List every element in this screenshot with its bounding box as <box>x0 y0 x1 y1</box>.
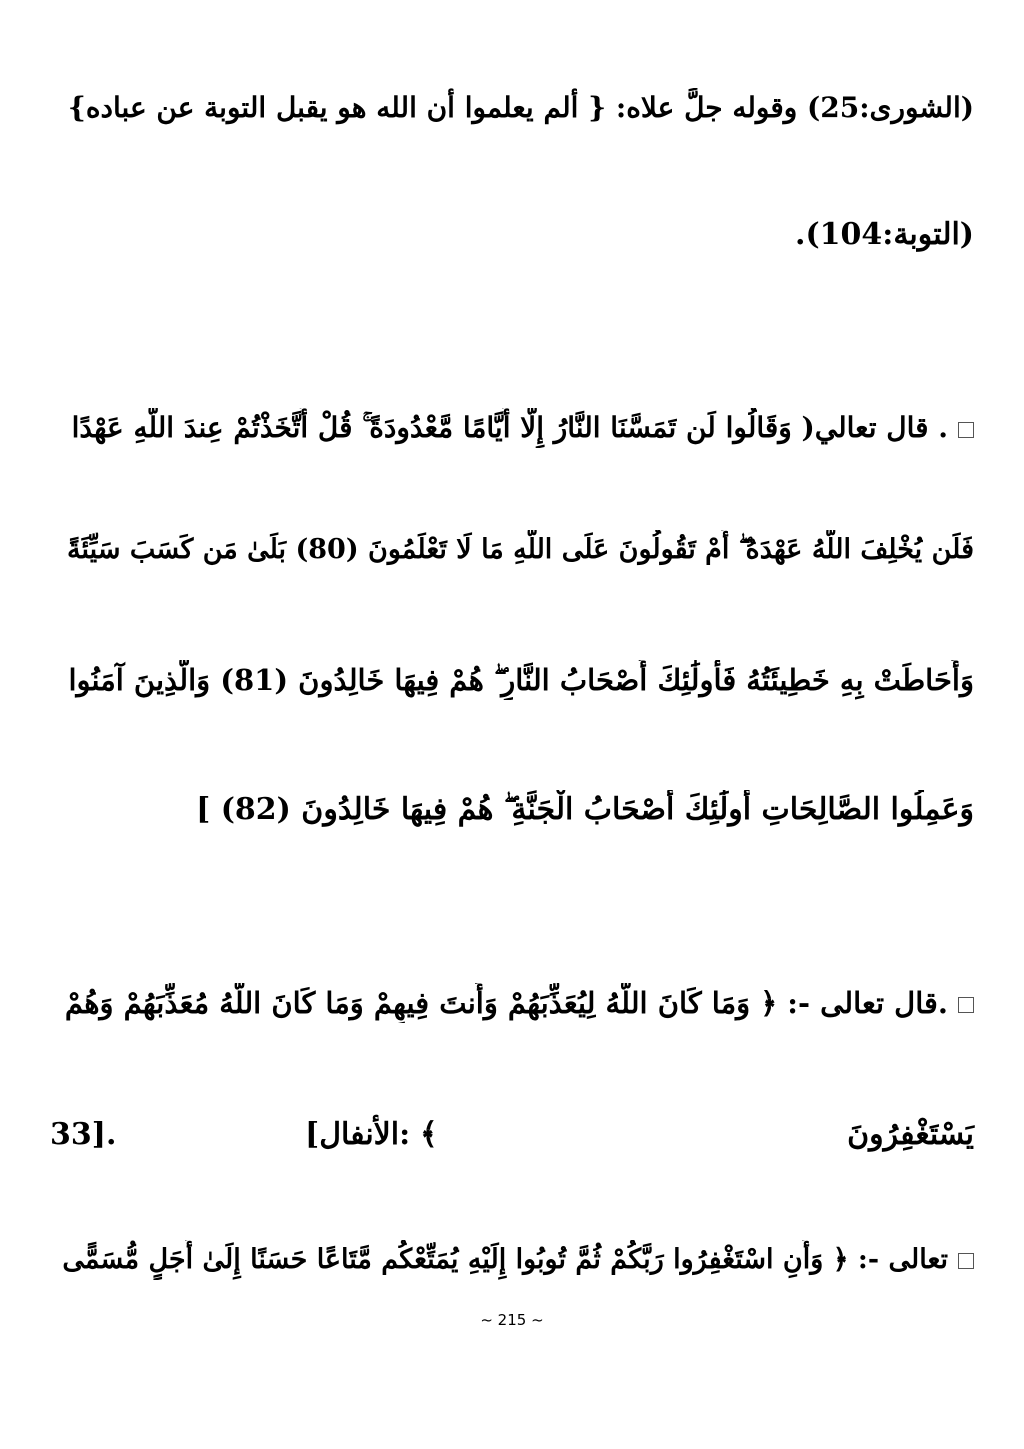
text-line-1: (الشورى:25) وقوله جلَّ علاه: { ألم يعلموا أن الله هو يقبل التوبة عن عباده} <box>67 91 974 124</box>
surah-reference: [الأنفال: <box>305 1117 411 1152</box>
bullet-box-icon <box>958 1253 974 1269</box>
paragraph-2-line-1 <box>50 983 974 1023</box>
paragraph-1-line-2: فَلَن يُخْلِفَ اللَّهُ عَهْدَهُ ۖ أَمْ تَقُولُونَ عَلَى اللَّهِ مَا لَا تَعْلَمُونَ (80) بَلَىٰ مَن كَسَبَ سَيِّئَةً <box>67 534 974 565</box>
paragraph-3-line-1 <box>50 1240 974 1280</box>
closing-bracket: ﴾ <box>420 1117 438 1152</box>
paragraph-2-line-2 <box>50 1115 974 1155</box>
paragraph-1-line-4: وَعَمِلُوا الصَّالِحَاتِ أُولَٰئِكَ أَصْحَابُ الْجَنَّةِ ۖ هُمْ فِيهَا خَالِدُونَ (82) ] <box>196 792 974 827</box>
paragraph-3-line-1-text: تعالى -: ﴿ وَأَنِ اسْتَغْفِرُوا رَبَّكُمْ ثُمَّ تُوبُوا إِلَيْهِ يُمَتِّعْكُم مَّتَاعًا حَسَنًا إِلَىٰ أَجَلٍ مُّسَمًّى <box>62 1244 948 1275</box>
bullet-box-icon <box>958 997 974 1013</box>
verse-end-word: يَسْتَغْفِرُونَ <box>847 1117 974 1152</box>
paragraph-1-line-1-text: . قال تعالي( وَقَالُوا لَن تَمَسَّنَا النَّارُ إِلَّا أَيَّامًا مَّعْدُودَةً ۚ قُلْ أَتَّخَذْتُمْ عِندَ اللَّهِ عَهْدًا <box>71 411 948 444</box>
verse-number-reference: 33]. <box>50 1117 117 1152</box>
paragraph-2-line-1-text: .قال تعالى -: ﴿ وَمَا كَانَ اللَّهُ لِيُعَذِّبَهُمْ وَأَنتَ فِيهِمْ وَمَا كَانَ اللَّهُ مُعَذِّبَهُمْ وَهُمْ <box>64 986 948 1020</box>
paragraph-1-line-1 <box>50 408 974 448</box>
paragraph-1-line-3: وَأَحَاطَتْ بِهِ خَطِيئَتُهُ فَأُولَٰئِكَ أَصْحَابُ النَّارِ ۖ هُمْ فِيهَا خَالِدُونَ (81) وَالَّذِينَ آمَنُوا <box>68 663 974 697</box>
bullet-box-icon <box>958 422 974 438</box>
page-number: ~ 215 ~ <box>480 1311 544 1329</box>
text-line-2: (التوبة:104). <box>795 217 974 252</box>
